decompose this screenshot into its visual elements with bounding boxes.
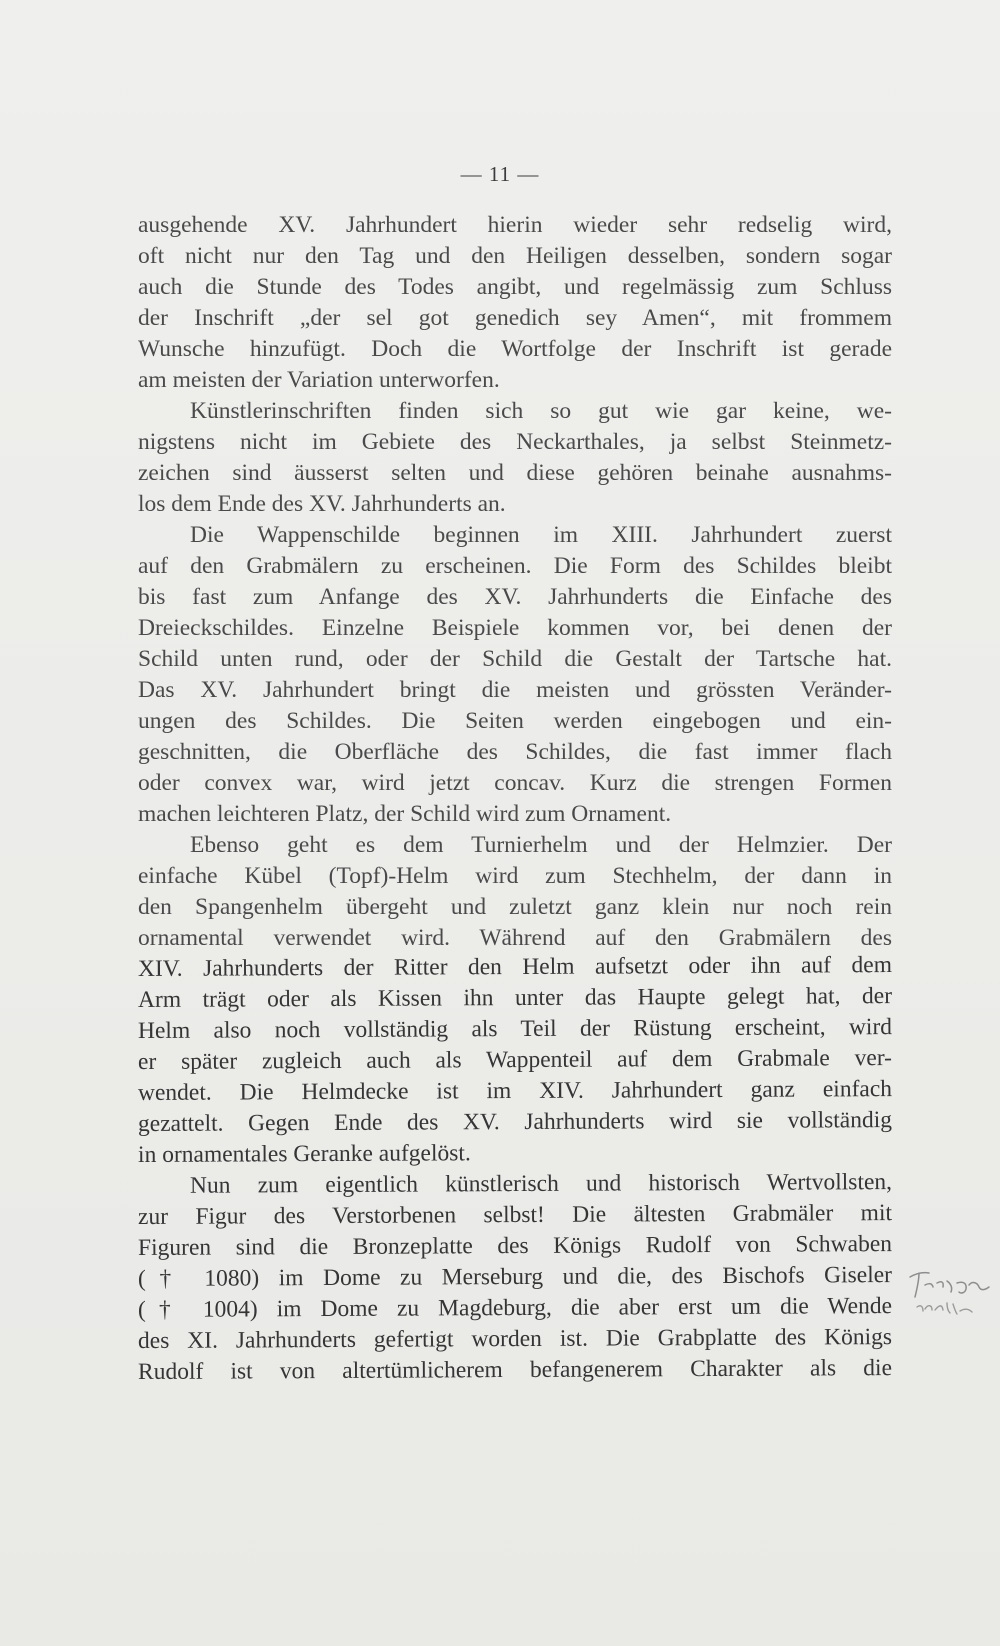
body-text: [138, 210, 892, 1388]
text-line: wendet. Die Helmdecke ist im XIV. Jahrhundert ganz einfach: [137, 1076, 893, 1106]
text-line: Rudolf ist von altertümlicherem befangenerem Charakter als die: [137, 1355, 893, 1385]
text-line: Nun zum eigentlich künstlerisch und historisch Wertvollsten,: [189, 1169, 893, 1199]
text-line: ausgehende XV. Jahrhundert hierin wieder sehr redselig wird,: [138, 212, 892, 238]
text-line: auch die Stunde des Todes angibt, und regelmässig zum Schluss: [138, 274, 892, 300]
text-line: zeichen sind äusserst selten und diese gehören beinahe ausnahms-: [138, 460, 892, 486]
text-line: XIV. Jahrhunderts der Ritter den Helm aufsetzt oder ihn auf dem: [137, 952, 893, 982]
text-line: auf den Grabmälern zu erscheinen. Die Form des Schildes bleibt: [138, 553, 892, 579]
text-line: nigstens nicht im Gebiete des Neckarthales, ja selbst Steinmetz-: [138, 429, 892, 455]
text-line: einfache Kübel (Topf)-Helm wird zum Stechhelm, der dann in: [138, 863, 892, 889]
text-line: zur Figur des Verstorbenen selbst! Die ältesten Grabmäler mit: [137, 1200, 893, 1230]
text-line: am meisten der Variation unterworfen.: [138, 367, 500, 393]
text-line: Arm trägt oder als Kissen ihn unter das Haupte gelegt hat, der: [137, 983, 893, 1013]
text-line: († 1080) im Dome zu Merseburg und die, des Bischofs Giseler: [137, 1262, 893, 1292]
text-line: Das XV. Jahrhundert bringt die meisten und grössten Veränder-: [138, 677, 892, 703]
text-line: († 1004) im Dome zu Magdeburg, die aber erst um die Wende: [137, 1293, 893, 1323]
text-line: los dem Ende des XV. Jahrhunderts an.: [138, 491, 506, 517]
text-line: des XI. Jahrhunderts gefertigt worden ist. Die Grabplatte des Königs: [137, 1324, 893, 1354]
text-line: er später zugleich auch als Wappenteil auf dem Grabmale ver-: [137, 1045, 893, 1075]
handwritten-marginal-note: [905, 1265, 995, 1325]
text-line: Künstlerinschriften finden sich so gut wie gar keine, we-: [190, 398, 892, 424]
text-line: den Spangenhelm übergeht und zuletzt ganz klein nur noch rein: [138, 894, 892, 920]
page-number: — 11 —: [460, 162, 540, 186]
text-line: machen leichteren Platz, der Schild wird zum Ornament.: [138, 801, 672, 827]
text-line: Ebenso geht es dem Turnierhelm und der Helmzier. Der: [190, 832, 892, 858]
text-line: geschnitten, die Oberfläche des Schildes, die fast immer flach: [138, 739, 892, 765]
text-line: bis fast zum Anfange des XV. Jahrhunderts die Einfache des: [138, 584, 892, 610]
text-line: Schild unten rund, oder der Schild die Gestalt der Tartsche hat.: [138, 646, 892, 672]
text-line: der Inschrift „der sel got genedich sey Amen“, mit frommem: [138, 305, 892, 331]
text-line: oder convex war, wird jetzt concav. Kurz die strengen Formen: [138, 770, 892, 796]
text-line: Wunsche hinzufügt. Doch die Wortfolge der Inschrift ist gerade: [138, 336, 892, 362]
text-line: in ornamentales Geranke aufgelöst.: [137, 1140, 471, 1168]
text-line: Die Wappenschilde beginnen im XIII. Jahrhundert zuerst: [190, 522, 892, 548]
text-line: Dreieckschildes. Einzelne Beispiele kommen vor, bei denen der: [138, 615, 892, 641]
text-line: Figuren sind die Bronzeplatte des Königs Rudolf von Schwaben: [137, 1231, 893, 1261]
text-line: Helm also noch vollständig als Teil der Rüstung erscheint, wird: [137, 1014, 893, 1044]
text-line: ornamental verwendet wird. Während auf den Grabmälern des: [138, 925, 892, 951]
text-line: gezattelt. Gegen Ende des XV. Jahrhunderts wird sie vollständig: [137, 1107, 893, 1137]
text-line: ungen des Schildes. Die Seiten werden eingebogen und ein-: [138, 708, 892, 734]
text-line: oft nicht nur den Tag und den Heiligen desselben, sondern sogar: [138, 243, 892, 269]
